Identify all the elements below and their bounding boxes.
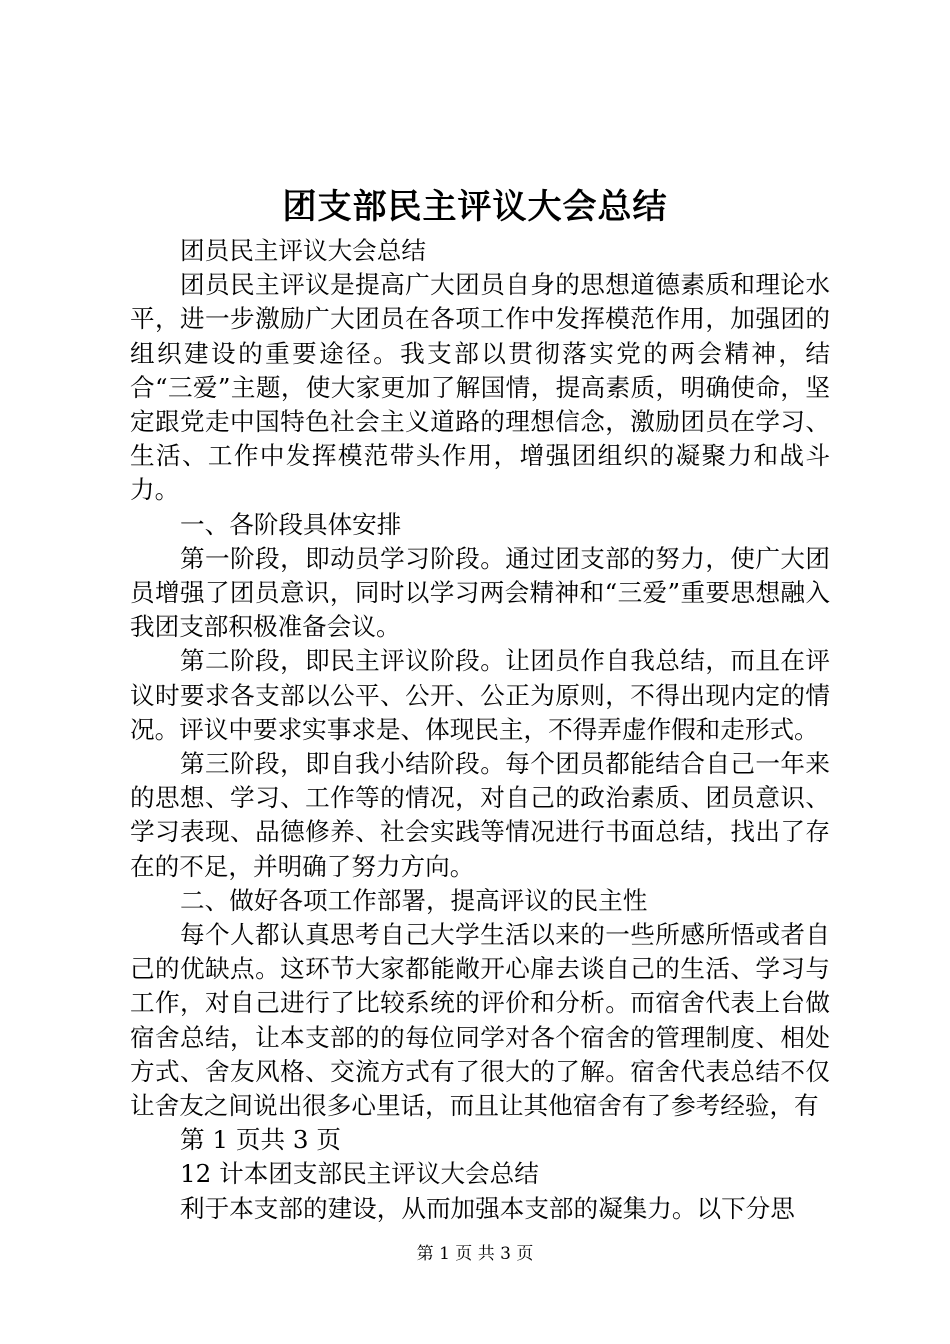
paragraph-continuation: 利于本支部的建设，从而加强本支部的凝集力。以下分思 xyxy=(180,1193,795,1223)
paragraph-reflection: 每个人都认真思考自己大学生活以来的一些所感所悟或者自己的优缺点。这环节大家都能敞开心扉去谈自己的生活、学习与工作，对自己进行了比较系统的评价和分析。而宿舍代表上台做宿舍总结，让本支部的的每位同学对各个宿舍的管理制度、相处方式、舍友风格、交流方式有了很大的了解。宿舍代表总结不仅让舍友之间说出很多心里话，而且让其他宿舍有了参考经验，有 xyxy=(130,920,830,1121)
paragraph-subtitle: 团员民主评议大会总结 xyxy=(180,236,426,265)
paragraph-intro: 团员民主评议是提高广大团员自身的思想道德素质和理论水平，进一步激励广大团员在各项工作中发挥模范作用，加强团的组织建设的重要途径。我支部以贯彻落实党的两会精神，结合“三爱”主题，使大家更加了解国情，提高素质，明确使命，坚定跟党走中国特色社会主义道路的理想信念，激励团员在学习、生活、工作中发挥模范带头作用，增强团组织的凝聚力和战斗力。 xyxy=(130,270,830,505)
inline-page-marker: 第 1 页共 3 页 xyxy=(180,1125,341,1155)
document-title: 团支部民主评议大会总结 xyxy=(282,187,668,227)
paragraph-stage-2: 第二阶段，即民主评议阶段。让团员作自我总结，而且在评议时要求各支部以公平、公开、公正为原则，不得出现内定的情况。评议中要求实事求是、体现民主，不得弄虚作假和走形式。 xyxy=(130,646,830,744)
inline-running-title: 12 计本团支部民主评议大会总结 xyxy=(180,1159,539,1189)
section-heading-2: 二、做好各项工作部署，提高评议的民主性 xyxy=(180,885,648,915)
paragraph-stage-1: 第一阶段，即动员学习阶段。通过团支部的努力，使广大团员增强了团员意识，同时以学习两会精神和“三爱”重要思想融入我团支部积极准备会议。 xyxy=(130,543,830,642)
paragraph-stage-3: 第三阶段，即自我小结阶段。每个团员都能结合自己一年来的思想、学习、工作等的情况，对自己的政治素质、团员意识、学习表现、品德修养、社会实践等情况进行书面总结，找出了存在的不足，并明确了努力方向。 xyxy=(130,749,830,881)
page-footer: 第 1 页 共 3 页 xyxy=(416,1244,534,1264)
document-body xyxy=(130,234,830,1226)
section-heading-1: 一、各阶段具体安排 xyxy=(180,509,402,539)
